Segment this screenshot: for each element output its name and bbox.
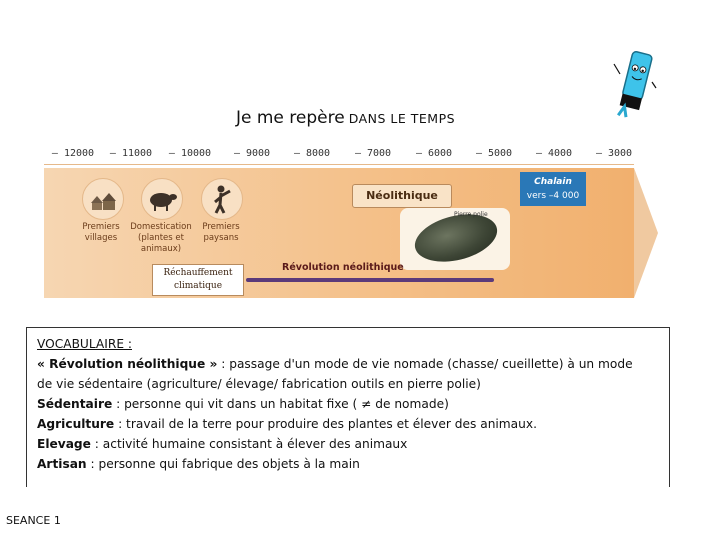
revolution-bar — [246, 278, 494, 282]
page-title: Je me repère DANS LE TEMPS — [236, 108, 456, 128]
vocab-heading: VOCABULAIRE : — [37, 337, 132, 351]
vocab-line — [37, 414, 669, 434]
vocab-term: « Révolution néolithique » — [37, 357, 218, 371]
chalain-date: vers –4 000 — [526, 191, 580, 201]
vocab-line — [37, 454, 669, 474]
farmer-icon — [201, 178, 243, 220]
tick-label: – 6000 — [415, 148, 453, 159]
chalain-badge — [520, 172, 586, 206]
neolithique-label: Néolithique — [352, 184, 452, 208]
vocab-definition: : personne qui vit dans un habitat fixe ( ≠ de nomade) — [112, 397, 449, 411]
timeline-axis-line — [44, 164, 634, 165]
tick-label: – 4000 — [535, 148, 573, 159]
vocab-definition: : activité humaine consistant à élever des animaux — [90, 437, 408, 451]
vocab-definition: : travail de la terre pour produire des plantes et élever des animaux. — [114, 417, 537, 431]
tick-label: – 12000 — [51, 148, 95, 159]
vocab-definition: : passage d'un mode de vie nomade (chasse/ cueillette) à un mode — [217, 357, 633, 371]
tick-label: – 8000 — [293, 148, 331, 159]
timeline-arrowhead — [634, 168, 658, 298]
vocab-line: de vie sédentaire (agriculture/ élevage/ fabrication outils en pierre polie) — [37, 377, 481, 391]
chalain-name: Chalain — [534, 177, 572, 187]
huts-icon — [82, 178, 124, 220]
vocab-term: Agriculture — [37, 417, 115, 431]
stone-caption: Pierre polie — [454, 211, 488, 218]
highlighter-mascot-icon — [608, 44, 658, 134]
timeline-scale — [50, 148, 640, 164]
event-label-domestication: Domestication (plantes et animaux) — [130, 222, 192, 254]
vocab-term: Artisan — [37, 457, 87, 471]
vocab-line — [37, 394, 669, 414]
rechauffement-box: Réchauffement climatique — [152, 264, 244, 296]
sheep-icon — [141, 178, 183, 220]
tick-label: – 10000 — [168, 148, 212, 159]
tick-label: – 9000 — [233, 148, 271, 159]
vocab-line — [37, 434, 669, 454]
event-label-villages: Premiers villages — [82, 222, 120, 243]
vocabulary-box — [26, 327, 670, 487]
vocab-definition: : personne qui fabrique des objets à la main — [86, 457, 360, 471]
tick-label: – 7000 — [354, 148, 392, 159]
tick-label: – 11000 — [109, 148, 153, 159]
event-label-paysans: Premiers paysans — [202, 222, 240, 243]
revolution-label: Révolution néolithique — [282, 262, 404, 273]
tick-label: – 3000 — [595, 148, 633, 159]
tick-label: – 5000 — [475, 148, 513, 159]
vocab-line — [37, 354, 669, 374]
vocab-term: Elevage — [37, 437, 91, 451]
vocab-term: Sédentaire — [37, 397, 113, 411]
session-label: SEANCE 1 — [6, 514, 61, 527]
